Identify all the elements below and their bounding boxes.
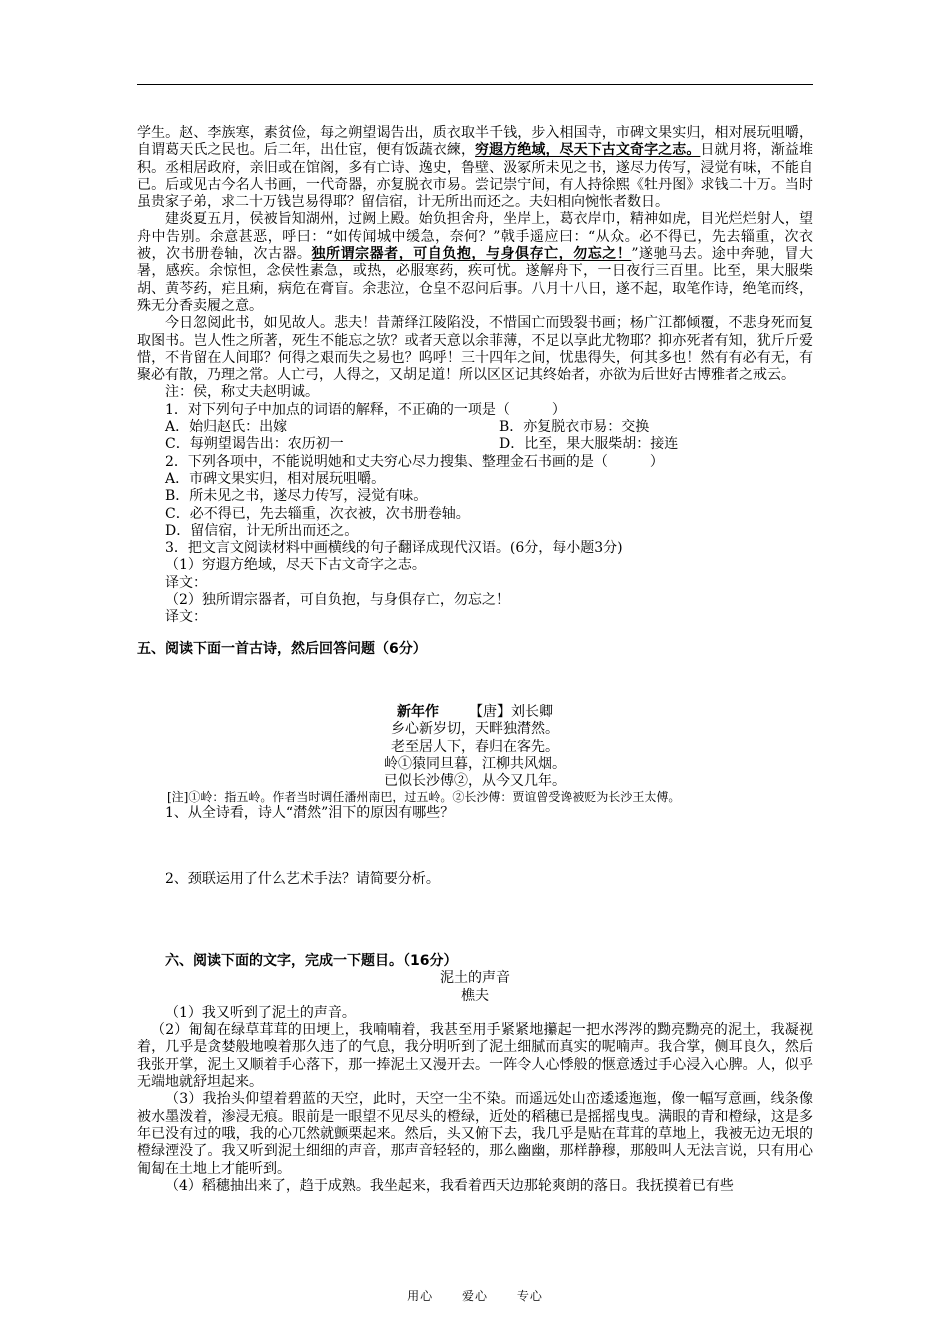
question-3-item-2: （2）独所谓宗器者，可自负抱，与身俱存亡，勿忘之！ [165,592,510,609]
question-1-options-cd [137,436,813,453]
option-c: C．每朔望谒告出：农历初一 [165,436,344,453]
option-c: C．必不得已，先去辎重，次衣被，次书册卷轴。 [165,505,470,522]
poem-note: [注]①岭：指五岭。作者当时调任潘州南巴，过五岭。②长沙傅：贾谊曾受谗被贬为长沙王太傅。 [167,790,681,805]
option-b: B．亦复脱衣市易：交换 [499,419,650,436]
passage-paragraph-2 [137,211,813,315]
poem-question-2: 2、颈联运用了什么艺术手法？请简要分析。 [165,870,440,887]
footer-text: 专心 [516,1289,543,1303]
passage-note: 注：侯，称丈夫赵明诚。 [165,384,319,401]
article-paragraph-3: （3）我抬头仰望着碧蓝的天空，此时，天空一尘不染。而遥远处山峦逶逶迤迤，像一幅写意画，线条像被水墨泼着，渗浸无痕。眼前是一眼望不见尽头的橙绿，近处的稻穗已是摇摇曳曳。满眼的青和橙绿，这是多年已没有过的哦，我的心兀然就颤栗起来。然后，头又俯下去，我几乎是贴在茸茸的草地上，我被无边无垠的橙绿湮没了。我又听到泥土细细的声音，那声音轻轻的，那么幽幽，那样静穆，那般叫人无法言说，只有用心匍匐在土地上才能听到。 [137,1091,813,1177]
option-a: A．始归赵氏：出嫁 [165,419,288,436]
option-a: A．市碑文果实归，相对展玩咀嚼。 [165,470,386,487]
question-1-options-ab [137,419,813,436]
article-paragraph-4: （4）稻穗抽出来了，趋于成熟。我坐起来，我看着西天边那轮爽朗的落日。我抚摸着已有些 [165,1177,734,1194]
poem-question-1: 1、从全诗看，诗人“潸然”泪下的原因有哪些？ [165,805,455,822]
text: ”遂驰马去。途中奔驰，冒大暑，感疾。余惊怛，念侯性素急，或热，必服寒药，疾可忧。遂解舟下，一日夜行三百里。比至，果大服柴胡、黄芩药，疟且痢，病危在膏盲。余悲泣，仓皇不忍问后事。八月十八日，遂不起，取笔作诗，绝笔而终，殊无分香卖履之意。 [137,246,813,314]
poem-line-1: 乡心新岁切，天畔独潸然。 [391,721,559,738]
text: 学生。赵、李族寒，素贫俭，每之朔望谒告出，质衣取半千钱，步入相国寺，市碑文果实归，相对展玩咀嚼，自谓葛天氏之民也。后二年，出仕宦，便有饭蔬衣練， [137,125,813,159]
question-3-item-1: （1）穷遐方绝域，尽天下古文奇字之志。 [165,557,426,574]
header-rule [137,84,813,85]
poem-line-2: 老至居人下，春归在客先。 [391,738,559,755]
poem-header [137,704,813,721]
question-2: 2．下列各项中，不能说明她和丈夫穷心尽力搜集、整理金石书画的是（ ） [165,453,664,470]
underlined-sentence-2: 独所谓宗器者，可自负抱，与身俱存亡，勿忘之！ [311,246,632,263]
poem-title: 新年作 [397,703,439,720]
poem-line-3: 岭①猿同旦暮，江柳共风烟。 [384,755,566,772]
article-paragraph-1: （1）我又听到了泥土的声音。 [165,1004,356,1021]
page-footer [0,1287,950,1304]
underlined-sentence-1: 穷遐方绝域，尽天下古文奇字之志。 [475,142,701,159]
footer-text: 用心 [407,1289,434,1303]
article-title: 泥土的声音 [440,970,510,987]
article-paragraph-2: （2）匍匐在绿草茸茸的田埂上，我喃喃着，我甚至用手紧紧地攥起一把水涔涔的黝亮黝亮的泥土，我凝视着，几乎是贪婪般地嗅着那久违了的气息，我分明听到了泥土细腻而真实的呢喃声。我合掌，侧耳良久，然后我张开掌，泥土又顺着手心落下，那一捧泥土又漫开去。一阵令人心悸般的惬意透过手心浸入心脾。人，似乎无端地就舒坦起来。 [137,1022,813,1091]
passage-paragraph-3: 今日忽阅此书，如见故人。悲夫！昔萧绎江陵陷没，不惜国亡而毁裂书画；杨广江都倾覆，不悲身死而复取图书。岂人性之所著，死生不能忘之欤？或者天意以余菲薄，不足以享此尤物耶？抑亦死者有知，犹斤斤爱惜，不肯留在人间耶？何得之艰而失之易也？呜呼！三十四年之间，忧患得失，何其多也！然有有必有无，有聚必有散，乃理之常。人亡弓，人得之，又胡足道！所以区区记其终始者，亦欲为后世好古博雅者之戒云。 [137,315,813,384]
section-5-heading: 五、阅读下面一首古诗，然后回答问题（6分） [137,640,427,657]
article-author: 樵夫 [461,987,489,1004]
option-b: B．所未见之书，遂尽力传写，浸觉有味。 [165,488,428,505]
translation-label: 译文： [165,609,207,626]
question-1: 1．对下列句子中加点的词语的解释，不正确的一项是（ ） [165,401,566,418]
poem-line-4: 已似长沙傅②，从今又几年。 [384,773,566,790]
text: 日就月将，渐益堆积。丞相居政府，亲旧或在馆阁，多有亡诗、逸史，鲁壁、汲冢所未见之书，遂尽力传写，浸觉有味，不能自已。后或见古今名人书画，一代奇器，亦复脱衣市易。尝记崇宁间，有人持徐熙《牡丹图》求钱二十万。当时虽贵家子弟，求二十万钱岂易得耶？留信宿，计无所出而还之。夫妇相向惋怅者数日。 [137,142,814,211]
translation-label: 译文： [165,574,207,591]
poem-author: 【唐】刘长卿 [469,703,553,720]
document-body [137,125,813,1195]
option-d: D．比至，果大服柴胡：接连 [499,436,679,453]
passage-paragraph-1 [137,125,813,211]
question-3: 3．把文言文阅读材料中画横线的句子翻译成现代汉语。(6分，每小题3分) [165,540,623,557]
text: 建炎夏五月，侯被旨知湖州，过阙上殿。始负担舍舟，坐岸上，葛衣岸巾，精神如虎，目光烂烂射人，望舟中告别。余意甚恶，呼曰：“如传闻城中缓急，奈何？”戟手遥应曰：“从众。必不得已，先去辎重，次衣被，次书册卷轴，次古器。 [137,211,813,263]
section-6-heading: 六、阅读下面的文字，完成一下题目。（16分） [165,952,458,969]
option-d: D．留信宿，计无所出而还之。 [165,522,359,539]
footer-text: 爱心 [461,1289,488,1303]
